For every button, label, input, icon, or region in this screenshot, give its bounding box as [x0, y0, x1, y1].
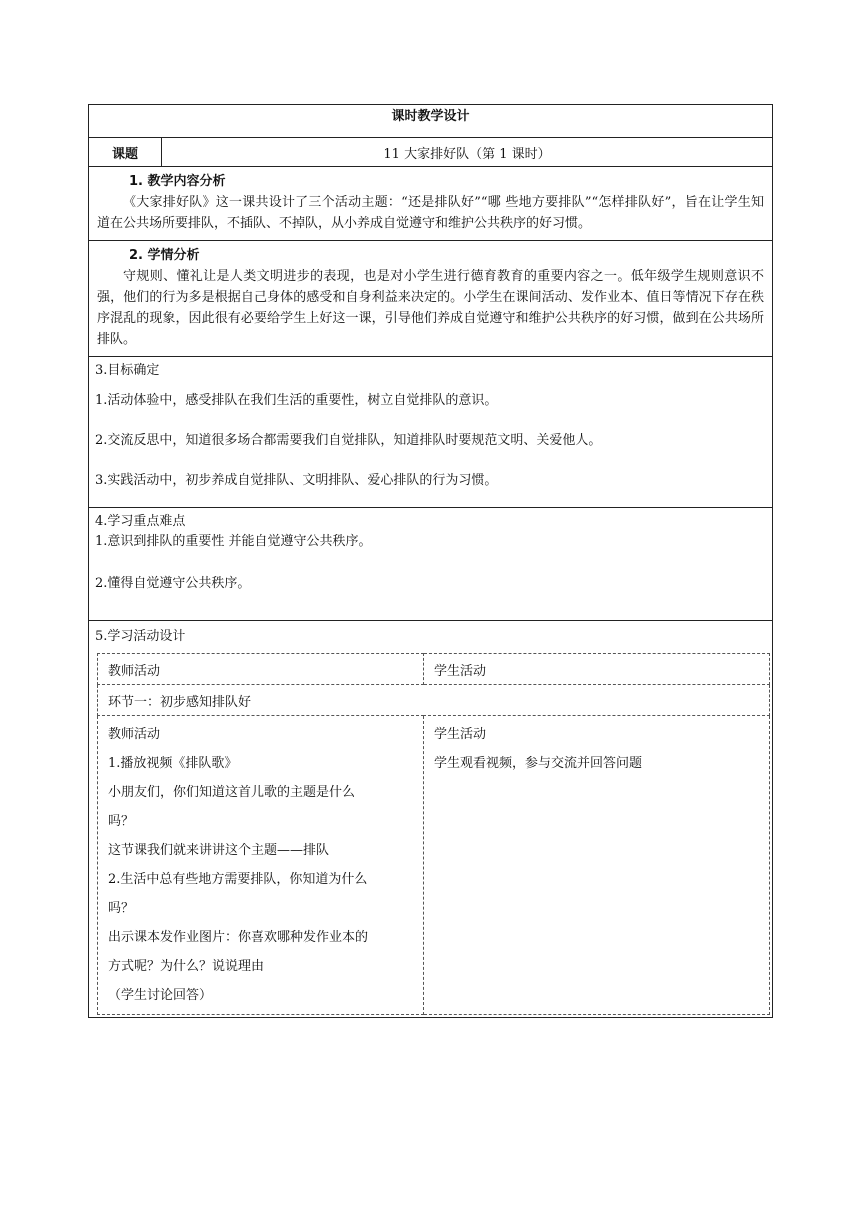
student-line: 学生观看视频，参与交流并回答问题	[434, 756, 643, 771]
section-heading: 5.学习活动设计	[95, 629, 186, 644]
topic-label: 课题	[89, 138, 162, 167]
teacher-line: 出示课本发作业图片：你喜欢哪种发作业本的	[108, 930, 369, 945]
lesson-plan-table	[88, 104, 773, 1018]
section-goals	[89, 357, 773, 508]
teacher-line: 小朋友们，你们知道这首儿歌的主题是什么	[108, 785, 356, 800]
goal-item: 1.活动体验中，感受排队在我们生活的重要性，树立自觉排队的意识。	[95, 393, 498, 408]
section-heading: 4.学习重点难点	[95, 514, 186, 529]
teacher-column-header: 教师活动	[98, 654, 424, 685]
topic-value: 11 大家排好队（第 1 课时）	[162, 138, 773, 167]
section-text: 《大家排好队》这一课共设计了三个活动主题：“还是排队好”“哪 些地方要排队”“怎样排队好”，旨在让学生知道在公共场所要排队，不插队、不掉队，从小养成自觉遵守和维护公共秩序的好习惯。	[97, 195, 765, 231]
key-point-item: 1.意识到排队的重要性 并能自觉遵守公共秩序。	[95, 534, 372, 549]
lesson-plan-sheet	[88, 104, 772, 1018]
activity-table	[97, 653, 770, 1015]
teacher-line: 2.生活中总有些地方需要排队，你知道为什么	[108, 872, 368, 887]
student-line: 学生活动	[434, 727, 487, 742]
section-content-analysis	[89, 167, 773, 241]
teacher-line: 这节课我们就来讲讲这个主题——排队	[108, 843, 330, 858]
section-text: 守规则、懂礼让是人类文明进步的表现，也是对小学生进行德育教育的重要内容之一。低年级学生规则意识不强，他们的行为多是根据自己身体的感受和自身利益来决定的。小学生在课间活动、发作业本、值日等情况下存在秩序混乱的现象，因此很有必要给学生上好这一课，引导他们养成自觉遵守和维护公共秩序的好习惯，做到在公共场所排队。	[97, 269, 765, 347]
goal-item: 3.实践活动中，初步养成自觉排队、文明排队、爱心排队的行为习惯。	[95, 473, 498, 488]
teacher-line: （学生讨论回答）	[108, 988, 213, 1003]
student-activity-cell	[424, 716, 770, 1015]
section-learner-analysis	[89, 241, 773, 357]
section-heading: 1. 教学内容分析	[129, 174, 226, 189]
section-activity-design	[89, 621, 773, 1018]
key-point-item: 2.懂得自觉遵守公共秩序。	[95, 576, 251, 591]
student-column-header: 学生活动	[424, 654, 770, 685]
section-heading: 2. 学情分析	[129, 248, 200, 263]
document-title: 课时教学设计	[89, 105, 773, 138]
goal-item: 2.交流反思中，知道很多场合都需要我们自觉排队，知道排队时要规范文明、关爱他人。	[95, 433, 602, 448]
teacher-line: 教师活动	[108, 727, 161, 742]
teacher-line: 方式呢？为什么？说说理由	[108, 959, 265, 974]
stage-title: 环节一：初步感知排队好	[98, 685, 770, 716]
teacher-line: 1.播放视频《排队歌》	[108, 756, 238, 771]
teacher-line: 吗？	[108, 901, 135, 916]
section-key-points	[89, 508, 773, 621]
teacher-line: 吗？	[108, 814, 135, 829]
section-heading: 3.目标确定	[95, 363, 160, 378]
teacher-activity-cell	[98, 716, 424, 1015]
